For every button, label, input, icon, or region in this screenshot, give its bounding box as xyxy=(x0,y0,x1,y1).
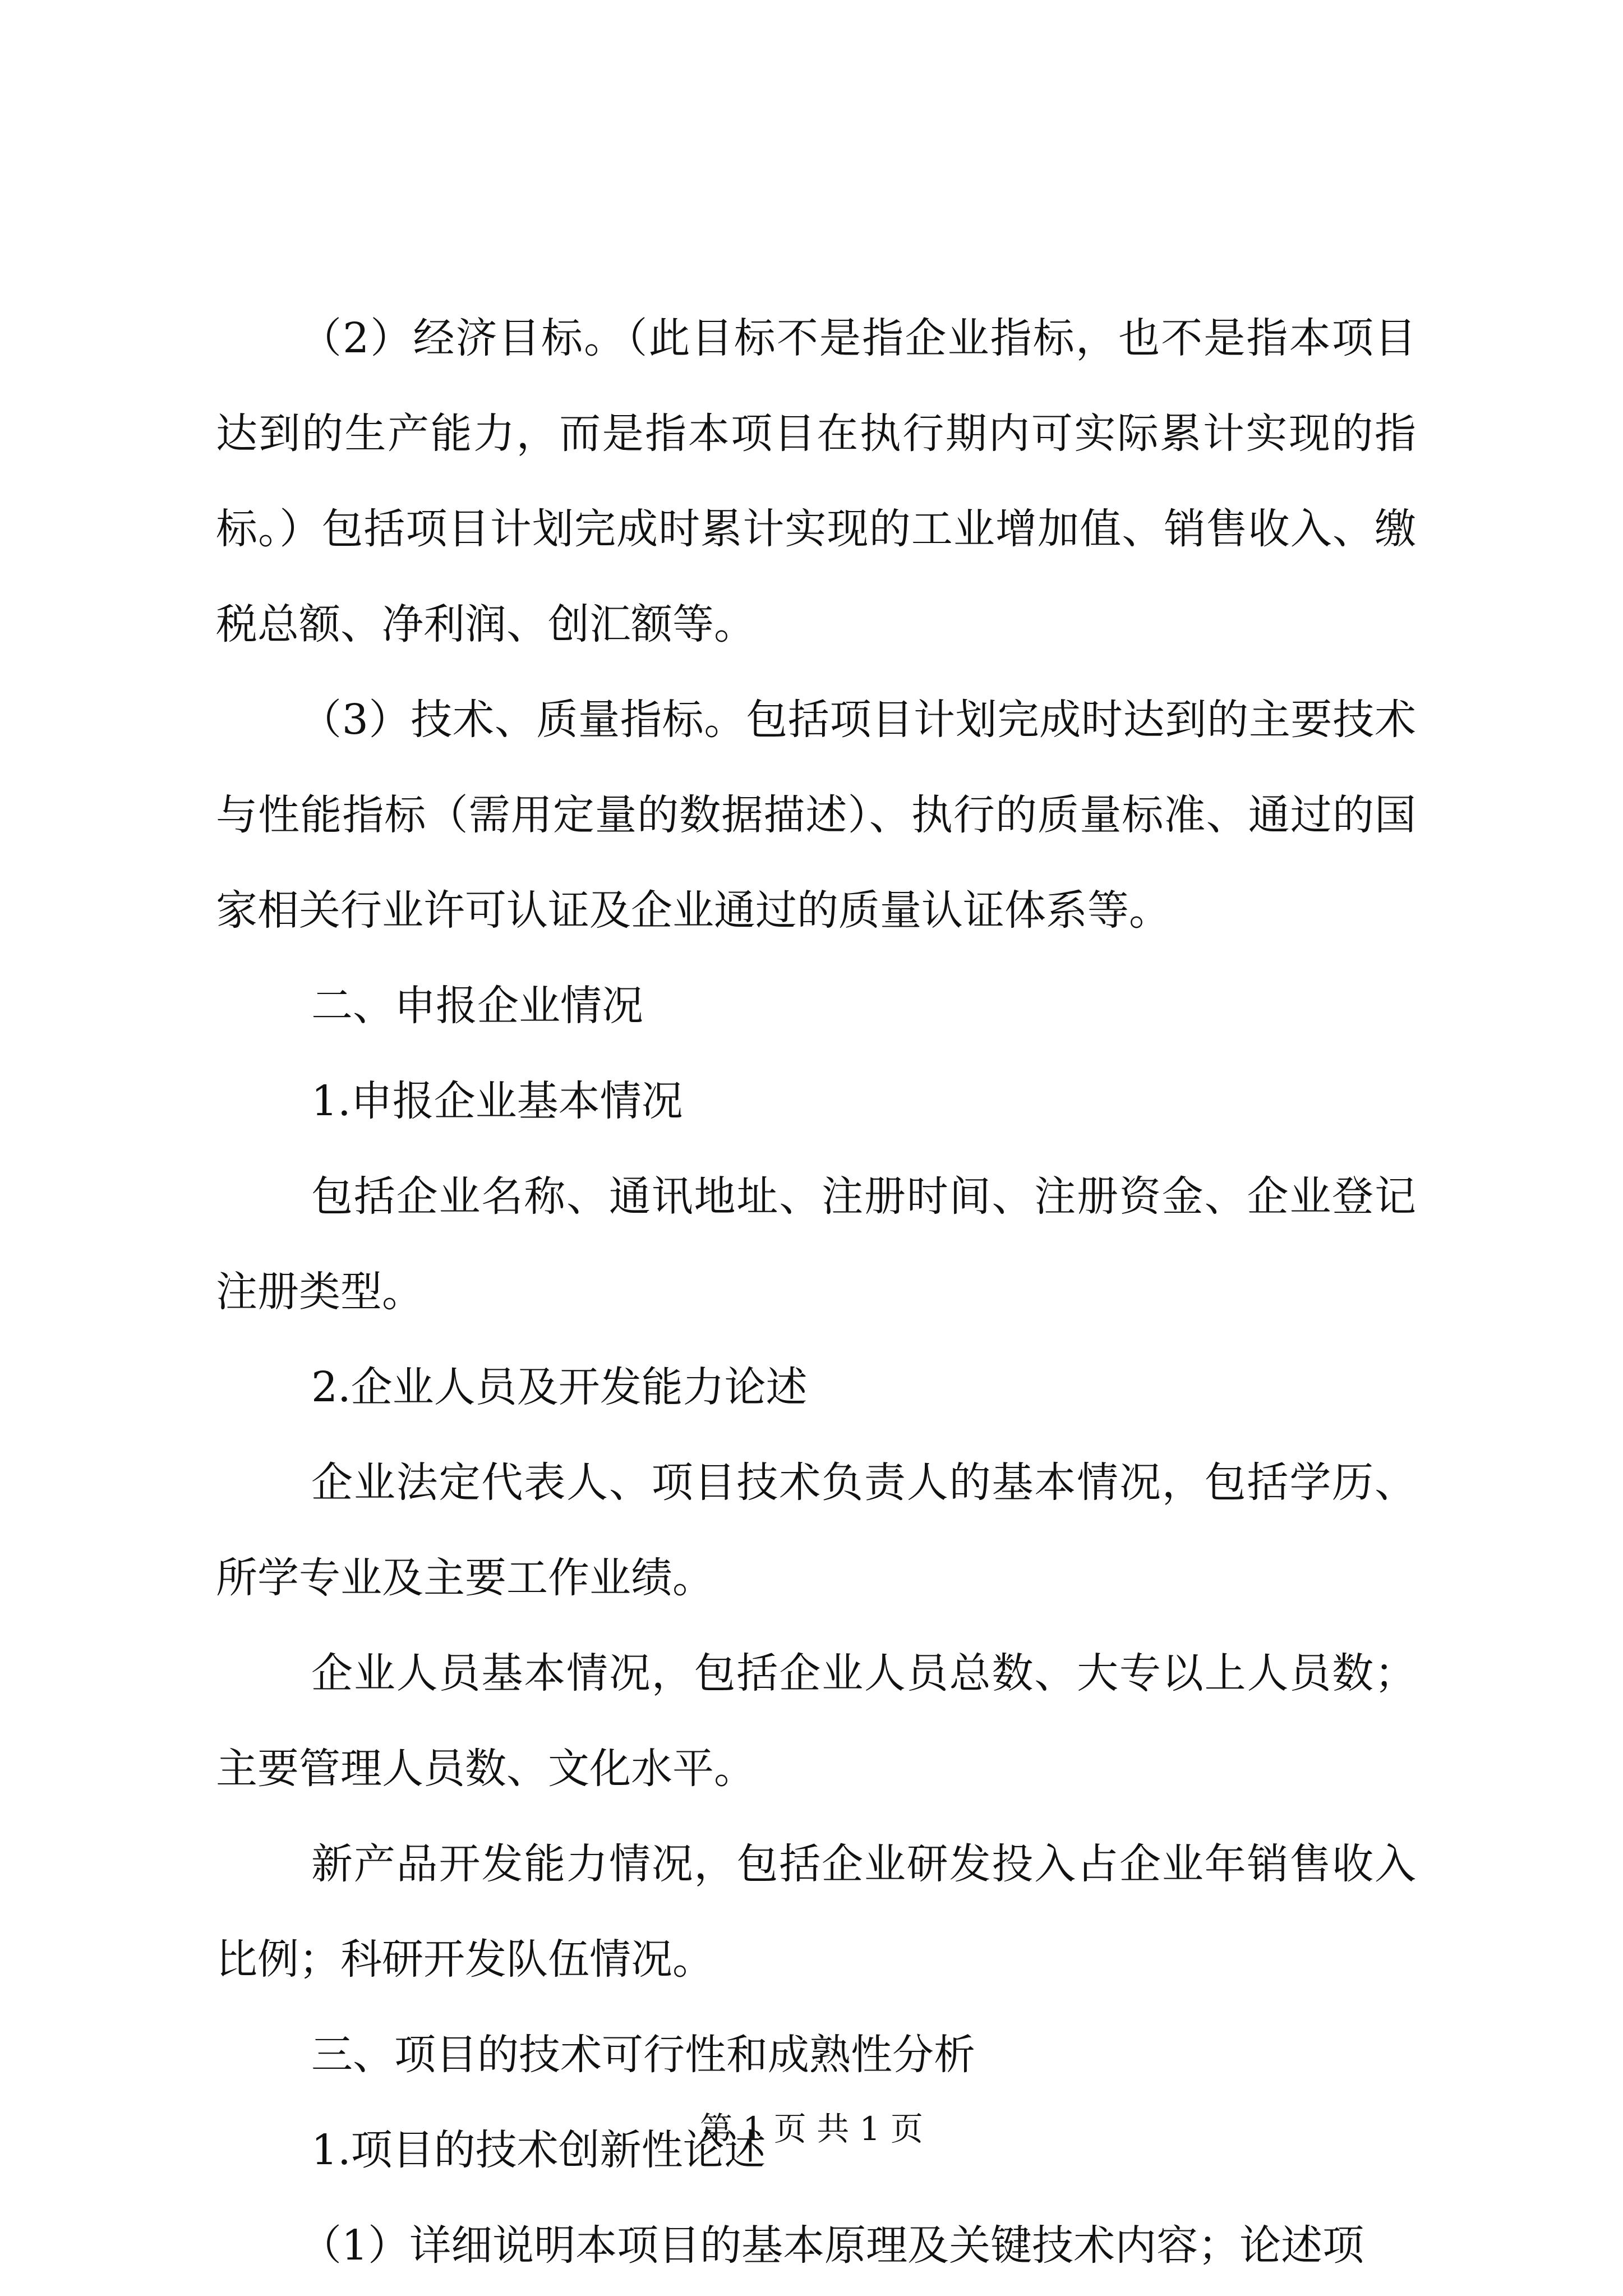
paragraph-economic-target: （2）经济目标。（此目标不是指企业指标，也不是指本项目达到的生产能力，而是指本项目在执行期内可实际累计实现的指标。）包括项目计划完成时累计实现的工业增加值、销售收入、缴税总额、净利润、创汇额等。 xyxy=(216,314,1416,648)
paragraph-rd-capability: 新产品开发能力情况，包括企业研发投入占企业年销售收入比例；科研开发队伍情况。 xyxy=(216,1840,1416,1984)
section-heading-technical-feasibility: 三、项目的技术可行性和成熟性分析 xyxy=(311,2031,975,2079)
page-number-footer: 第 1 页 共 1 页 xyxy=(700,2110,923,2148)
subheading-personnel-capability: 2.企业人员及开发能力论述 xyxy=(311,1363,808,1411)
subheading-technical-innovation: 1.项目的技术创新性论述 xyxy=(311,2126,766,2174)
paragraph-enterprise-basic-info: 包括企业名称、通讯地址、注册时间、注册资金、企业登记注册类型。 xyxy=(216,1172,1416,1316)
paragraph-technical-quality-indicators: （3）技术、质量指标。包括项目计划完成时达到的主要技术与性能指标（需用定量的数据描述）、执行的质量标准、通过的国家相关行业许可认证及企业通过的质量认证体系等。 xyxy=(216,696,1416,935)
paragraph-personnel-basic-info: 企业人员基本情况，包括企业人员总数、大专以上人员数；主要管理人员数、文化水平。 xyxy=(216,1649,1416,1793)
subheading-enterprise-basic-info: 1.申报企业基本情况 xyxy=(311,1077,683,1125)
section-heading-applicant-enterprise: 二、申报企业情况 xyxy=(311,982,643,1030)
paragraph-legal-representative: 企业法定代表人、项目技术负责人的基本情况，包括学历、所学专业及主要工作业绩。 xyxy=(216,1458,1416,1602)
document-body xyxy=(216,291,1416,2293)
paragraph-basic-principle: （1）详细说明本项目的基本原理及关键技术内容；论述项 xyxy=(300,2221,1364,2270)
